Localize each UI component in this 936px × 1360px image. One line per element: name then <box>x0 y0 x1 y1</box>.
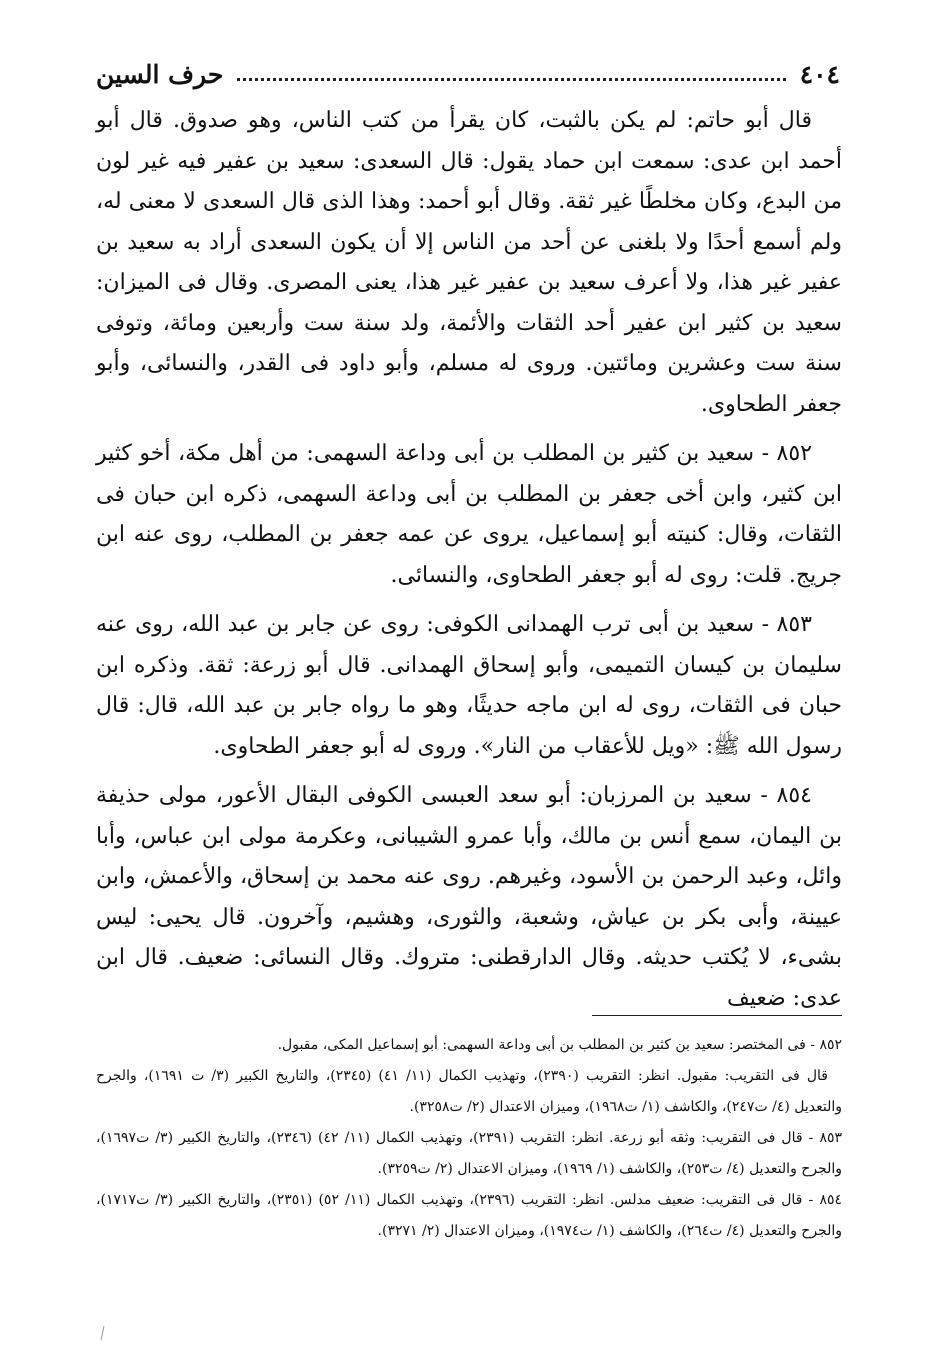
entry-854: ٨٥٤ - سعيد بن المرزبان: أبو سعد العبسى الكوفى البقال الأعور، مولى حذيفة بن اليمان، سمع أنس بن مالك، وأبا عمرو الشيبانى، وعكرمة مولى ابن عباس، وأبا وائل، وعبد الرحمن بن الأسود، وغيرهم. روى عنه محمد بن إسحاق، والأعمش، وابن عيينة، وأبى بكر بن عياش، وشعبة، والثورى، وهشيم، وآخرون. قال يحيى: ليس بشىء، لا يُكتب حديثه. وقال الدارقطنى: متروك. وقال النسائى: ضعيف. قال ابن عدى: ضعيف <box>96 783 842 1011</box>
paragraph-continuation: قال أبو حاتم: لم يكن بالثبت، كان يقرأ من كتب الناس، وهو صدوق. قال أبو أحمد ابن عدى: سمعت ابن حماد يقول: قال السعدى: سعيد بن عفير فيه غير لون من البدع، وكان مخلطًا غير ثقة. وقال أبو أحمد: وهذا الذى قال السعدى لا معنى له، ولم أسمع أحدًا ولا بلغنى عن أحد من الناس إلا أن يكون السعدى أراد به سعيد بن عفير غير هذا، ولا أعرف سعيد بن عفير غير هذا، يعنى المصرى. وقال فى الميزان: سعيد بن كثير ابن عفير أحد الثقات والأئمة، ولد سنة ست وأربعين ومائة، وتوفى سنة ست وعشرين ومائتين. وروى له مسلم، وأبو داود فى القدر، والنسائى، وأبو جعفر الطحاوى. <box>96 108 842 417</box>
dotted-leader <box>237 78 785 81</box>
footnote-854: ٨٥٤ - قال فى التقريب: ضعيف مدلس. انظر: التقريب (٢٣٩٦)، وتهذيب الكمال (١١/ ٥٢) (٢٣٥١)، والتاريخ الكبير (٣/ ت١٧١٧)، والجرح والتعديل (٤/ ت٢٦٤)، والكاشف (١/ ت١٩٧٤)، وميزان الاعتدال (٢/ ٣٢٧١). <box>96 1192 842 1239</box>
entry-853: ٨٥٣ - سعيد بن أبى ترب الهمدانى الكوفى: روى عن جابر بن عبد الله، روى عنه سليمان بن كيسان التميمى، وأبو إسحاق الهمدانى. قال أبو زرعة: ثقة. وذكره ابن حبان فى الثقات، روى له ابن ماجه حديثًا، وهو ما رواه جابر بن عبد الله، قال: قال رسول الله ﷺ: «ويل للأعقاب من النار». وروى له أبو جعفر الطحاوى. <box>96 612 842 759</box>
entry-852: ٨٥٢ - سعيد بن كثير بن المطلب بن أبى وداعة السهمى: من أهل مكة، أخو كثير ابن كثير، وابن أخى جعفر بن المطلب بن أبى وداعة السهمى، ذكره ابن حبان فى الثقات، وقال: كنيته أبو إسماعيل، يروى عن عمه جعفر بن المطلب، روى عنه ابن جريج. قلت: روى له أبو جعفر الطحاوى، والنسائى. <box>96 441 842 588</box>
footnote-852: ٨٥٢ - فى المختصر: سعيد بن كثير بن المطلب بن أبى وداعة السهمى: أبو إسماعيل المكى، مقبول. <box>277 1037 842 1053</box>
footnote-separator <box>592 1015 842 1016</box>
footnotes <box>96 1030 842 1247</box>
footnote-853: ٨٥٣ - قال فى التقريب: وثقه أبو زرعة. انظر: التقريب (٢٣٩١)، وتهذيب الكمال (١١/ ٤٢) (٢٣٤٦)، والتاريخ الكبير (٣/ ت١٦٩٧)، والجرح والتعديل (٤/ ت٢٥٣)، والكاشف (١/ ١٩٦٩)، وميزان الاعتدال (٢/ ت٣٢٥٩). <box>96 1130 842 1177</box>
scan-mark <box>101 1326 105 1340</box>
running-title: حرف السين <box>96 59 224 89</box>
page-number: ٤٠٤ <box>799 59 840 89</box>
page-header <box>96 54 840 94</box>
footnote-852-continued: قال فى التقريب: مقبول. انظر: التقريب (٢٣٩٠)، وتهذيب الكمال (١١/ ٤١) (٢٣٤٥)، والتاريخ الكبير (٣/ ت ١٦٩١)، والجرح والتعديل (٤/ ت٢٤٧)، والكاشف (١/ ت١٩٦٨)، وميزان الاعتدال (٢/ ت٣٢٥٨). <box>96 1068 842 1115</box>
main-text <box>96 101 842 1028</box>
